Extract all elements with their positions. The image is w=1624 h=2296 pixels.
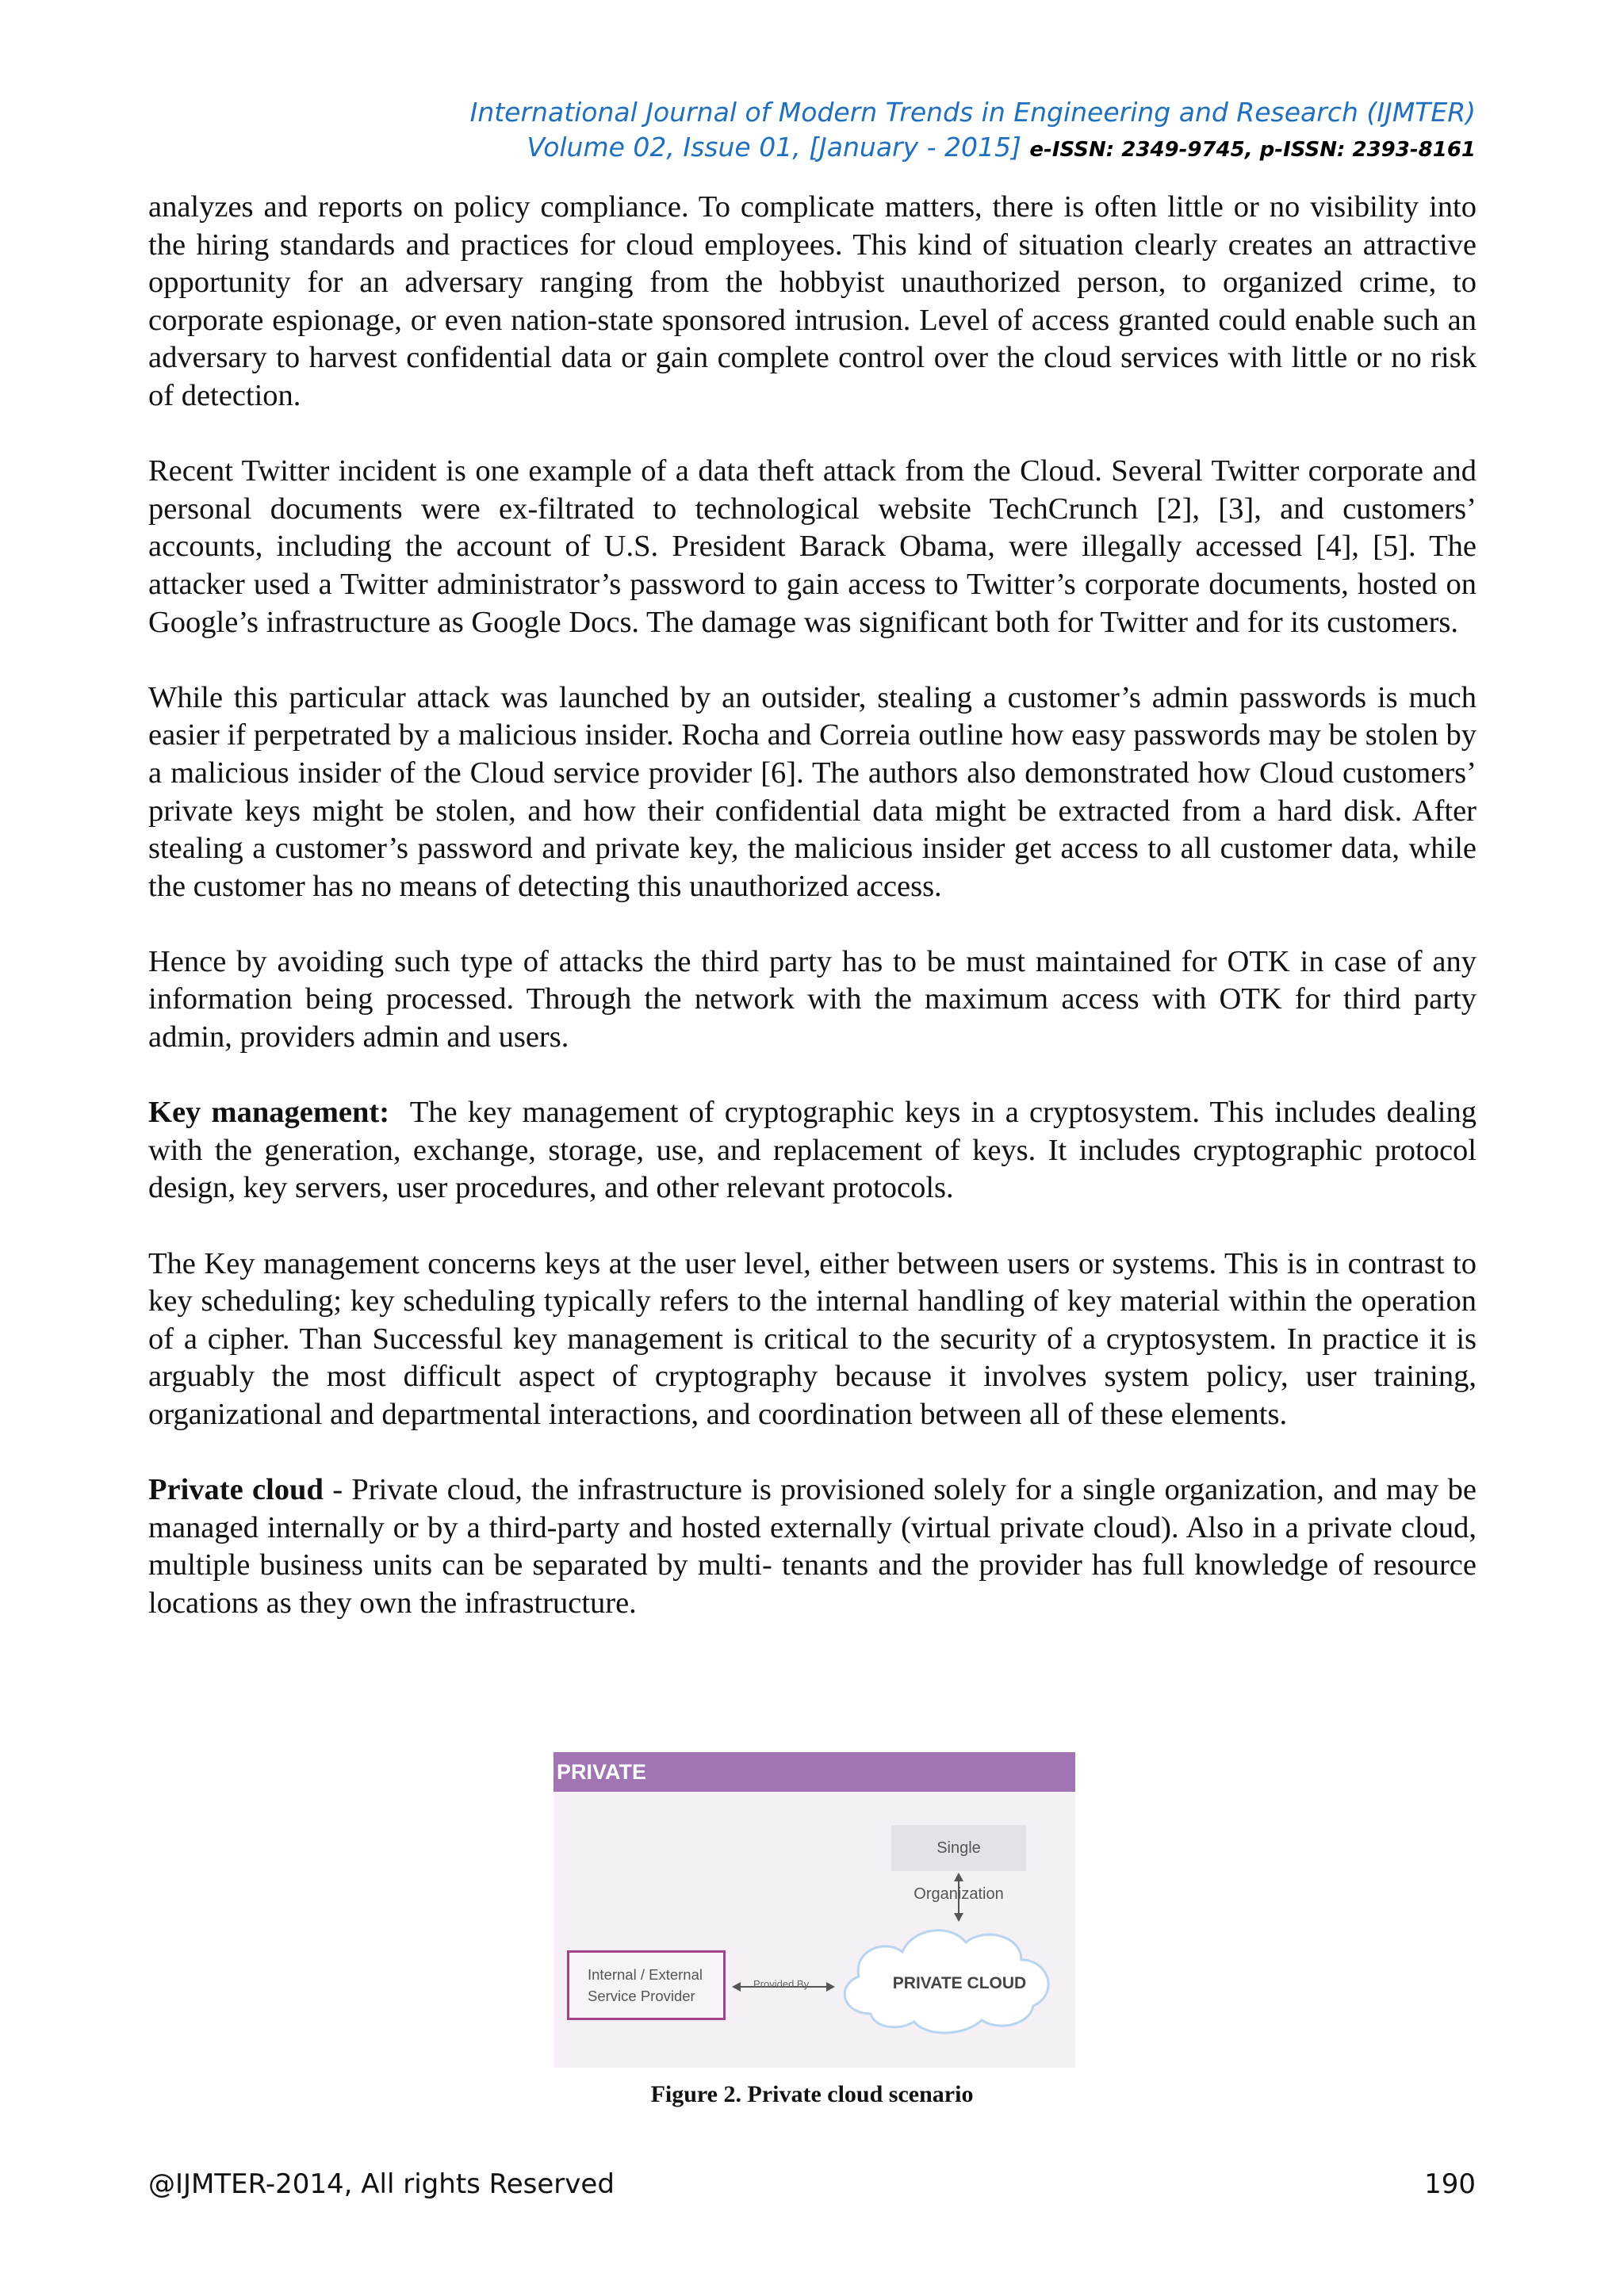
journal-volume-line (470, 130, 1476, 167)
paragraph-key-management-2: The Key management concerns keys at the user level, either between users or systems. This is in contrast to key scheduling; key scheduling typically refers to the internal handling of key material within the operation of a cipher. Than Successful key management is critical to the security of a cryptosystem. In practice it is arguably the most difficult aspect of cryptography because it involves system policy, user training, organizational and departmental interactions, and coordination between all of these elements. (148, 1246, 1477, 1431)
private-cloud-heading: Private cloud (148, 1473, 324, 1507)
key-management-text: The key management of cryptographic keys in a cryptosystem. This includes dealing with the generation, exchange, storage, use, and replacement of keys. It includes cryptographic protocol design, key servers, user procedures, and other relevant protocols. (148, 1096, 1477, 1205)
provided-by-label: Provided By (753, 1978, 810, 1990)
journal-title: International Journal of Modern Trends in Engineering and Research (IJMTER) (469, 97, 1476, 128)
private-cloud-figure (553, 1752, 1075, 2068)
paragraph-4: Hence by avoiding such type of attacks the third party has to be must maintained for OTK in case of any information being processed. Through the network with the maximum access with OTK for third party admin, providers admin and users. (148, 944, 1477, 1054)
key-management-heading: Key management: (148, 1096, 390, 1130)
paragraph-2: Recent Twitter incident is one example of a data theft attack from the Cloud. Several Twitter corporate and personal documents were ex-filtrated to technological website TechCrunch [2], [3], and customers’ accounts, including the account of U.S. President Barack Obama, were illegally accessed [4], [5]. The attacker used a Twitter administrator’s password to gain access to Twitter’s corporate documents, hosted on Google’s infrastructure as Google Docs. The damage was significant both for Twitter and for its customers. (148, 454, 1477, 639)
private-cloud-label: PRIVATE CLOUD (892, 1974, 1027, 1992)
journal-header (470, 95, 1476, 167)
paragraph-private-cloud (148, 1471, 1477, 1622)
paragraph-key-management (148, 1094, 1477, 1207)
journal-issn: e-ISSN: 2349-9745, p-ISSN: 2393-8161 (1029, 138, 1476, 162)
service-provider-box (567, 1950, 726, 2020)
figure-caption: Figure 2. Private cloud scenario (650, 2081, 974, 2107)
paragraph-1: analyzes and reports on policy compliance. To complicate matters, there is often little or no visibility into the hiring standards and practices for cloud employees. This kind of situation clearly creates an attractive opportunity for an adversary ranging from the hobbyist unauthorized person, to organized crime, to corporate espionage, or even nation-state sponsored intrusion. Level of access granted could enable such an adversary to harvest confidential data or gain complete control over the cloud services with little or no risk of detection. (148, 190, 1477, 412)
single-organization-box: Single Organization (891, 1825, 1026, 1871)
provider-line-2: Service Provider (588, 1988, 695, 2004)
arrow-right-head (826, 1982, 835, 1992)
private-cloud-text: - Private cloud, the infrastructure is provisioned solely for a single organization, and may be managed internally or by a third-party and hosted externally (virtual private cloud). Also in a private cloud, multiple business units can be separated by multi- tenants and the provider has full knowledge of resource locations as they own the infrastructure. (148, 1473, 1477, 1620)
figure-banner: PRIVATE (553, 1752, 1075, 1792)
body-text (148, 189, 1477, 1660)
paragraph-3: While this particular attack was launched by an outsider, stealing a customer’s admin passwords is much easier if perpetrated by a malicious insider. Rocha and Correia outline how easy passwords may be stolen by a malicious insider of the Cloud service provider [6]. The authors also demonstrated how Cloud customers’ private keys might be stolen, and how their confidential data might be extracted from a hard disk. After stealing a customer’s password and private key, the malicious insider get access to all customer data, while the customer has no means of detecting this unauthorized access. (148, 680, 1477, 903)
footer-copyright: @IJMTER-2014, All rights Reserved (148, 2168, 615, 2200)
page-number: 190 (1424, 2168, 1476, 2200)
arrow-left-head (732, 1982, 741, 1992)
provider-line-1: Internal / External (588, 1966, 703, 1983)
journal-volume: Volume 02, Issue 01, [January - 2015] (527, 132, 1021, 163)
